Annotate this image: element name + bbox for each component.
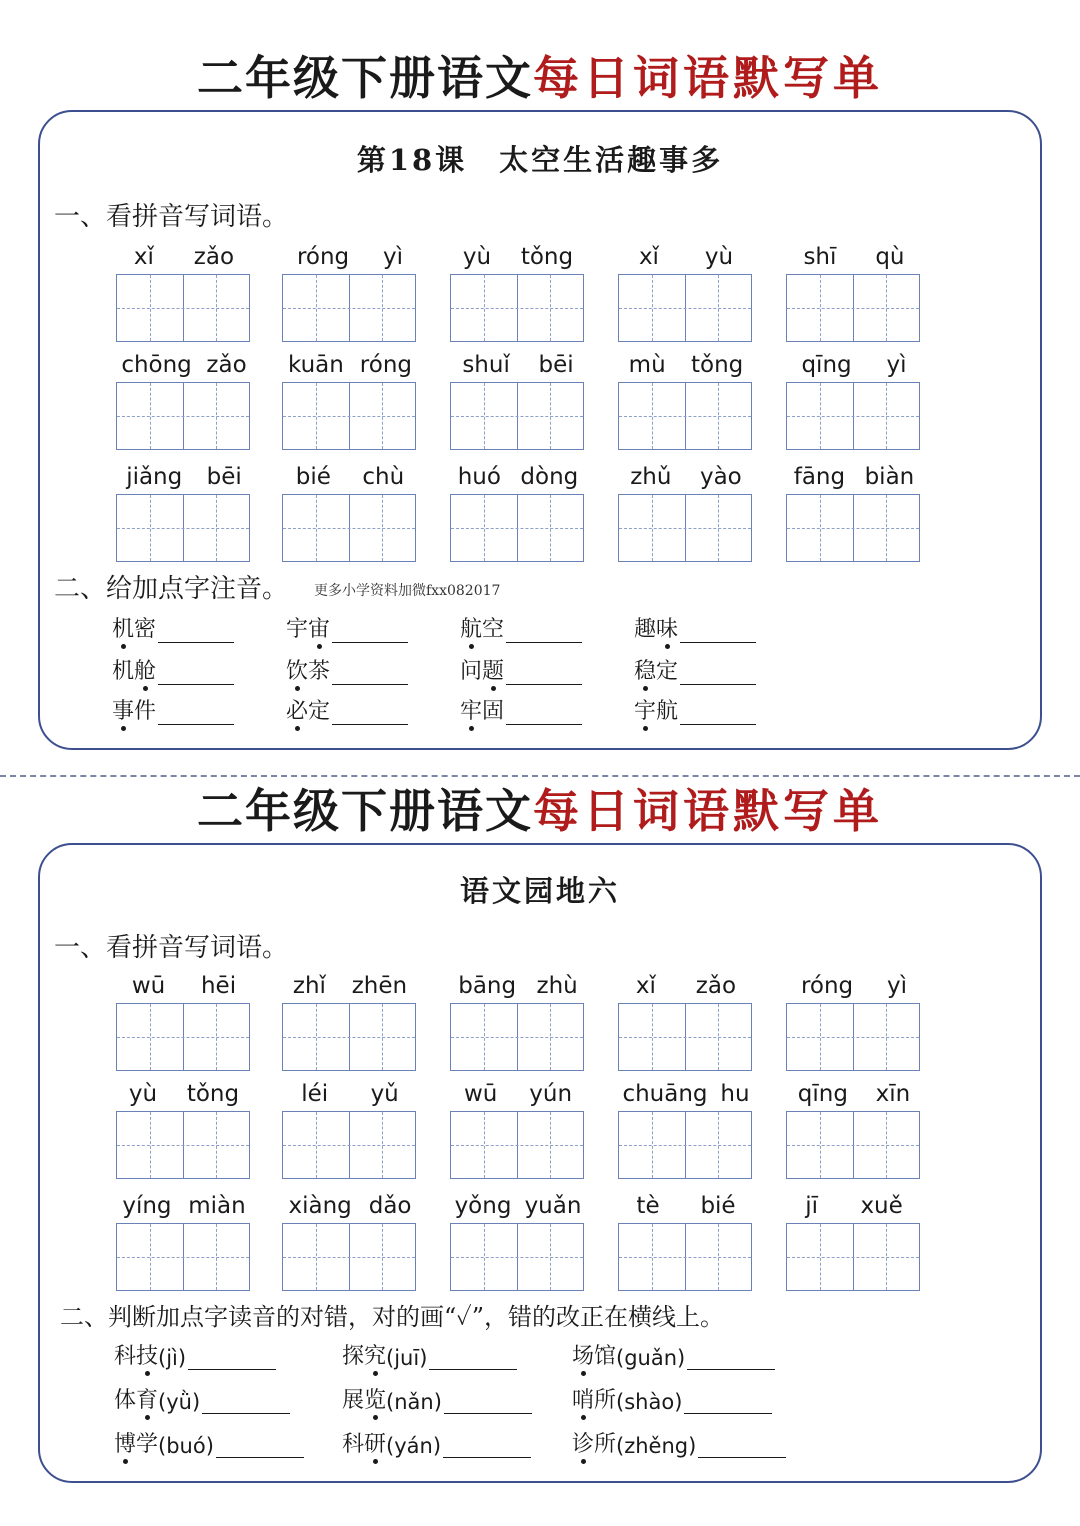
writing-box[interactable]	[282, 274, 416, 342]
pinyin-label	[448, 236, 588, 270]
pinyin-syllable: chuāng	[622, 1081, 708, 1107]
pinyin-syllable: yǒng	[454, 1193, 512, 1219]
word-item	[286, 654, 408, 685]
given-pinyin: (zhěng)	[616, 1434, 697, 1458]
pinyin-label	[448, 456, 588, 490]
word-item	[634, 612, 756, 643]
pinyin-syllable: léi	[301, 1081, 329, 1107]
pinyin-syllable: dòng	[520, 464, 579, 490]
pinyin-cell	[280, 1073, 420, 1179]
answer-line[interactable]	[332, 662, 408, 685]
word-item	[114, 1339, 276, 1370]
pinyin-label	[616, 1185, 756, 1219]
word-character: 科	[342, 1432, 365, 1457]
dotted-character: 育	[136, 1383, 158, 1414]
dotted-character: 技	[136, 1339, 158, 1370]
pinyin-syllable: zhǔ	[630, 464, 672, 490]
pinyin-syllable: zhǐ	[292, 973, 326, 999]
given-pinyin: (yǜ)	[158, 1390, 201, 1414]
writing-box[interactable]	[786, 494, 920, 562]
pinyin-syllable: zǎo	[695, 973, 737, 999]
section-heading-pinyin: 一、看拼音写词语。	[54, 933, 289, 963]
answer-line[interactable]	[202, 1391, 290, 1414]
answer-line[interactable]	[444, 1391, 532, 1414]
pinyin-syllable: yù	[128, 1081, 158, 1107]
dotted-character: 机	[112, 612, 134, 643]
answer-line[interactable]	[687, 1347, 775, 1370]
pinyin-label	[114, 344, 254, 378]
pinyin-cell	[616, 344, 756, 450]
word-character: 定	[308, 699, 331, 724]
writing-box[interactable]	[786, 1003, 920, 1071]
answer-line[interactable]	[506, 620, 582, 643]
pinyin-syllable: huó	[457, 464, 501, 490]
word-character: 宇	[286, 617, 309, 642]
word-item	[634, 654, 756, 685]
pinyin-cell	[784, 965, 924, 1071]
worksheet-card	[38, 110, 1042, 750]
pinyin-label	[616, 965, 756, 999]
given-pinyin: (yán)	[386, 1434, 442, 1458]
pinyin-syllable: xīn	[875, 1081, 911, 1107]
pinyin-cell	[114, 456, 254, 562]
answer-line[interactable]	[443, 1435, 531, 1458]
pinyin-cell	[280, 456, 420, 562]
word-item	[572, 1383, 772, 1414]
pinyin-syllable: chù	[362, 464, 405, 490]
word-item	[112, 694, 234, 725]
pinyin-syllable: xǐ	[133, 244, 154, 270]
word-character: 展	[342, 1388, 365, 1413]
answer-line[interactable]	[680, 620, 756, 643]
writing-box[interactable]	[618, 1003, 752, 1071]
dotted-character: 味	[656, 612, 678, 643]
writing-box[interactable]	[618, 494, 752, 562]
word-character: 定	[656, 659, 679, 684]
word-character: 所	[594, 1388, 617, 1413]
dotted-character: 场	[572, 1339, 594, 1370]
word-character: 机	[112, 659, 135, 684]
pinyin-syllable: yù	[704, 244, 734, 270]
pinyin-syllable: yì	[886, 352, 907, 378]
pinyin-syllable: xǐ	[638, 244, 659, 270]
pinyin-syllable: xǐ	[635, 973, 656, 999]
pinyin-syllable: yíng	[122, 1193, 172, 1219]
pinyin-label	[280, 1073, 420, 1107]
pinyin-syllable: fāng	[793, 464, 846, 490]
pinyin-syllable: yún	[529, 1081, 573, 1107]
pinyin-syllable: chōng	[121, 352, 192, 378]
writing-box[interactable]	[116, 494, 250, 562]
word-character: 件	[134, 699, 157, 724]
word-item	[634, 694, 756, 725]
pinyin-cell	[114, 344, 254, 450]
title-red: 每日词语默写单	[533, 784, 883, 838]
pinyin-syllable: tè	[636, 1193, 660, 1219]
writing-box[interactable]	[450, 274, 584, 342]
word-character: 趣	[634, 617, 657, 642]
answer-line[interactable]	[158, 702, 234, 725]
answer-line[interactable]	[332, 702, 408, 725]
word-character: 航	[656, 699, 679, 724]
pinyin-syllable: róng	[800, 973, 854, 999]
word-character: 体	[114, 1388, 137, 1413]
section-heading-judge: 二、判断加点字读音的对错，对的画“✓”，错的改正在横线上。	[60, 1303, 725, 1331]
pinyin-label	[616, 344, 756, 378]
writing-box[interactable]	[282, 1223, 416, 1291]
writing-box[interactable]	[786, 1111, 920, 1179]
word-character: 问	[460, 659, 483, 684]
dotted-character: 题	[482, 654, 504, 685]
word-item	[286, 612, 408, 643]
pinyin-syllable: yì	[887, 973, 908, 999]
word-character: 密	[134, 617, 157, 642]
given-pinyin: (juī)	[386, 1346, 428, 1370]
pinyin-cell	[280, 965, 420, 1071]
word-character: 空	[482, 617, 505, 642]
answer-line[interactable]	[332, 620, 408, 643]
pinyin-cell	[616, 1185, 756, 1291]
pinyin-syllable: mù	[628, 352, 666, 378]
word-item	[342, 1427, 531, 1458]
pinyin-label	[448, 344, 588, 378]
writing-box[interactable]	[618, 274, 752, 342]
pinyin-label	[280, 236, 420, 270]
word-character: 科	[114, 1344, 137, 1369]
lesson-title: 第18课 太空生活趣事多	[356, 143, 724, 177]
title-black: 二年级下册语文	[197, 784, 533, 838]
pinyin-syllable: tǒng	[520, 244, 574, 270]
pinyin-syllable: dǎo	[368, 1193, 412, 1219]
word-item	[460, 612, 582, 643]
dotted-character: 哨	[572, 1383, 594, 1414]
pinyin-label	[784, 1185, 924, 1219]
pinyin-syllable: bēi	[206, 464, 242, 490]
writing-box[interactable]	[450, 1223, 584, 1291]
answer-line[interactable]	[680, 702, 756, 725]
answer-line[interactable]	[429, 1347, 517, 1370]
dotted-character: 舱	[134, 654, 156, 685]
pinyin-syllable: zǎo	[193, 244, 235, 270]
pinyin-syllable: yào	[699, 464, 742, 490]
word-character: 固	[482, 699, 505, 724]
pinyin-label	[114, 1073, 254, 1107]
pinyin-cell	[784, 456, 924, 562]
pinyin-label	[784, 1073, 924, 1107]
pinyin-label	[784, 344, 924, 378]
lesson-title: 语文园地六	[459, 874, 620, 908]
word-character: 学	[136, 1432, 159, 1457]
pinyin-label	[616, 236, 756, 270]
writing-box[interactable]	[282, 1111, 416, 1179]
pinyin-syllable: yǔ	[370, 1081, 399, 1107]
writing-box[interactable]	[282, 382, 416, 450]
word-item	[342, 1383, 532, 1414]
pinyin-label	[784, 965, 924, 999]
pinyin-syllable: bié	[700, 1193, 736, 1219]
pinyin-syllable: yuǎn	[524, 1193, 582, 1219]
writing-box[interactable]	[786, 1223, 920, 1291]
pinyin-cell	[280, 344, 420, 450]
pinyin-label	[448, 1073, 588, 1107]
pinyin-label	[114, 456, 254, 490]
pinyin-syllable: yù	[462, 244, 492, 270]
pinyin-label	[280, 1185, 420, 1219]
answer-line[interactable]	[506, 662, 582, 685]
answer-line[interactable]	[216, 1435, 304, 1458]
pinyin-syllable: jiǎng	[126, 464, 183, 490]
word-character: 探	[342, 1344, 365, 1369]
word-item	[112, 612, 234, 643]
pinyin-syllable: biàn	[864, 464, 915, 490]
answer-line[interactable]	[158, 662, 234, 685]
answer-line[interactable]	[684, 1391, 772, 1414]
word-item	[286, 694, 408, 725]
dotted-character: 博	[114, 1427, 136, 1458]
word-item	[572, 1339, 775, 1370]
worksheet-card	[38, 843, 1042, 1483]
pinyin-label	[280, 344, 420, 378]
pinyin-label	[616, 456, 756, 490]
writing-box[interactable]	[786, 382, 920, 450]
pinyin-syllable: yì	[383, 244, 404, 270]
pinyin-syllable: róng	[296, 244, 350, 270]
pinyin-syllable: bēi	[538, 352, 574, 378]
pinyin-label	[280, 456, 420, 490]
pinyin-syllable: qīng	[801, 352, 852, 378]
dotted-character: 宇	[634, 694, 656, 725]
answer-line[interactable]	[158, 620, 234, 643]
pinyin-cell	[616, 1073, 756, 1179]
pinyin-syllable: zhēn	[351, 973, 408, 999]
pinyin-label	[114, 1185, 254, 1219]
given-pinyin: (buó)	[158, 1434, 214, 1458]
pinyin-cell	[114, 965, 254, 1071]
pinyin-syllable: kuān	[287, 352, 344, 378]
pinyin-syllable: róng	[359, 352, 412, 378]
pinyin-syllable: bié	[295, 464, 331, 490]
pinyin-label	[784, 456, 924, 490]
word-item	[114, 1383, 290, 1414]
pinyin-cell	[448, 236, 588, 342]
answer-line[interactable]	[506, 702, 582, 725]
pinyin-syllable: bāng	[458, 973, 517, 999]
writing-box[interactable]	[450, 382, 584, 450]
pinyin-syllable: hu	[720, 1081, 750, 1107]
pinyin-syllable: qīng	[797, 1081, 848, 1107]
given-pinyin: (guǎn)	[616, 1346, 686, 1370]
pinyin-cell	[784, 236, 924, 342]
writing-box[interactable]	[116, 1111, 250, 1179]
pinyin-syllable: qù	[875, 244, 905, 270]
pinyin-syllable: zhù	[536, 973, 578, 999]
pinyin-syllable: wū	[131, 973, 166, 999]
pinyin-label	[616, 1073, 756, 1107]
writing-box[interactable]	[116, 1003, 250, 1071]
pinyin-cell	[784, 1073, 924, 1179]
pinyin-syllable: tǒng	[186, 1081, 240, 1107]
dotted-character: 研	[364, 1427, 386, 1458]
writing-box[interactable]	[450, 1003, 584, 1071]
writing-box[interactable]	[282, 1003, 416, 1071]
writing-box[interactable]	[116, 1223, 250, 1291]
title-black: 二年级下册语文	[197, 51, 533, 105]
word-item	[460, 654, 582, 685]
word-item	[114, 1427, 304, 1458]
section-heading-annotate: 二、给加点字注音。	[54, 574, 289, 604]
given-pinyin: (shào)	[616, 1390, 683, 1414]
pinyin-syllable: shī	[803, 244, 837, 270]
section-heading-pinyin: 一、看拼音写词语。	[54, 202, 289, 232]
answer-line[interactable]	[680, 662, 756, 685]
pinyin-cell	[280, 236, 420, 342]
writing-box[interactable]	[618, 382, 752, 450]
title-red: 每日词语默写单	[533, 51, 883, 105]
dotted-character: 必	[286, 694, 308, 725]
dotted-character: 宙	[308, 612, 330, 643]
word-item	[460, 694, 582, 725]
given-pinyin: (nǎn)	[386, 1390, 442, 1414]
dotted-character: 航	[460, 612, 482, 643]
pinyin-syllable: miàn	[188, 1193, 246, 1219]
pinyin-cell	[114, 1185, 254, 1291]
pinyin-cell	[616, 236, 756, 342]
pinyin-syllable: zǎo	[206, 352, 247, 378]
dotted-character: 览	[364, 1383, 386, 1414]
pinyin-label	[114, 236, 254, 270]
pinyin-cell	[784, 1185, 924, 1291]
pinyin-cell	[448, 1073, 588, 1179]
writing-box[interactable]	[450, 1111, 584, 1179]
pinyin-cell	[448, 456, 588, 562]
writing-box[interactable]	[116, 382, 250, 450]
word-item	[342, 1339, 517, 1370]
pinyin-cell	[114, 236, 254, 342]
dotted-character: 诊	[572, 1427, 594, 1458]
dotted-character: 牢	[460, 694, 482, 725]
word-character: 茶	[308, 659, 331, 684]
dotted-character: 究	[364, 1339, 386, 1370]
writing-box[interactable]	[450, 494, 584, 562]
pinyin-syllable: tǒng	[691, 352, 744, 378]
writing-box[interactable]	[282, 494, 416, 562]
answer-line[interactable]	[698, 1435, 786, 1458]
pinyin-cell	[448, 344, 588, 450]
pinyin-syllable: hēi	[200, 973, 237, 999]
word-character: 所	[594, 1432, 617, 1457]
answer-line[interactable]	[188, 1347, 276, 1370]
word-item	[112, 654, 234, 685]
pinyin-cell	[616, 965, 756, 1071]
pinyin-cell	[280, 1185, 420, 1291]
dotted-character: 饮	[286, 654, 308, 685]
given-pinyin: (jì)	[158, 1346, 187, 1370]
dotted-character: 事	[112, 694, 134, 725]
writing-box[interactable]	[786, 274, 920, 342]
pinyin-label	[448, 1185, 588, 1219]
pinyin-cell	[448, 1185, 588, 1291]
pinyin-label	[784, 236, 924, 270]
pinyin-syllable: xuě	[860, 1193, 903, 1219]
watermark-note: 更多小学资料加微fxx082017	[314, 583, 501, 599]
pinyin-syllable: wū	[463, 1081, 498, 1107]
pinyin-label	[280, 965, 420, 999]
writing-box[interactable]	[618, 1111, 752, 1179]
writing-box[interactable]	[116, 274, 250, 342]
pinyin-cell	[114, 1073, 254, 1179]
word-character: 馆	[594, 1344, 617, 1369]
pinyin-cell	[784, 344, 924, 450]
writing-box[interactable]	[618, 1223, 752, 1291]
pinyin-syllable: jī	[805, 1193, 818, 1219]
pinyin-label	[114, 965, 254, 999]
pinyin-syllable: xiàng	[288, 1193, 352, 1219]
pinyin-label	[448, 965, 588, 999]
pinyin-cell	[448, 965, 588, 1071]
dotted-character: 稳	[634, 654, 656, 685]
pinyin-syllable: shuǐ	[462, 352, 510, 378]
pinyin-cell	[616, 456, 756, 562]
word-item	[572, 1427, 786, 1458]
